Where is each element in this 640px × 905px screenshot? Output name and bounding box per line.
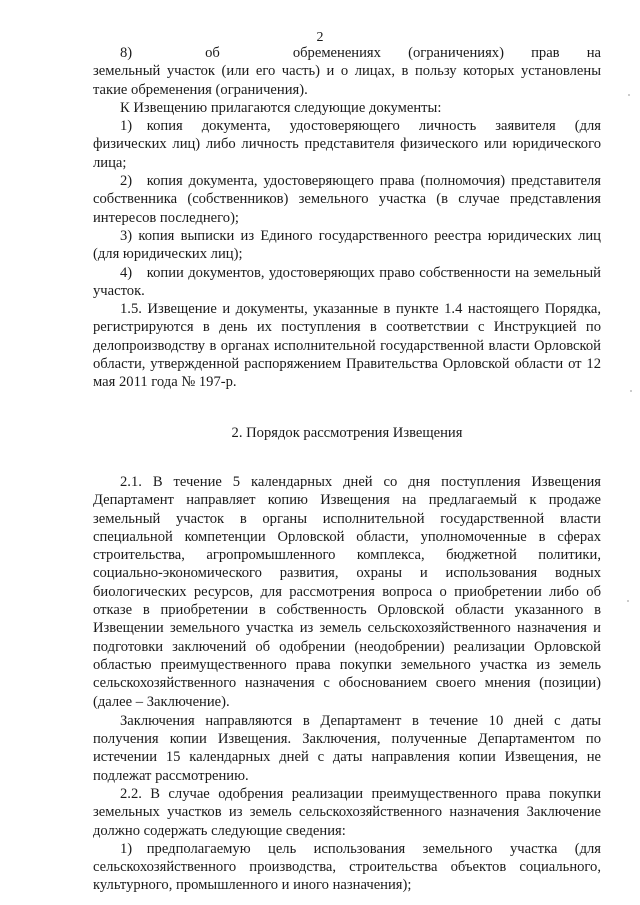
attachment-item-3: 3) копия выписки из Единого государственного реестра юридических лиц (для юридических лиц); <box>93 227 601 263</box>
paragraph-2-1: 2.1. В течение 5 календарных дней со дня поступления Извещения Департамент направляет копию Извещения на предлагаемый к продаже земельный участок в органы исполнительной государственной власти специальной компетенции Орловской области, уполномоченные в сферах строительства, агропромышленного комплекса, бюджетной политики, социально-экономического развития, охраны и использования водных биологических ресурсов, для рассмотрения вопроса о приобретении либо об отказе в приобретении в собственность Орловской области указанного в Извещении земельного участка из земель сельскохозяйственного назначения и подготовки заключений об одобрении (неодобрении) реализации Орловской областью преимущественного права покупки земельного участка из земель сельскохозяйственного назначения с обоснованием своего мнения (позиции) (далее – Заключение). <box>93 473 601 710</box>
paragraph-2-2-item-1: 1) предполагаемую цель использования земельного участка (для сельскохозяйственного производства, строительства объектов социального, культурного, промышленного и иного назначения); <box>93 840 601 894</box>
attachment-item-4: 4) копии документов, удостоверяющих право собственности на земельный участок. <box>93 264 601 299</box>
item-8-paragraph: 8) об обременениях (ограничениях) прав на земельный участок (или его часть) и о лицах, в пользу которых установлены такие обременения (ограничения). <box>93 45 601 98</box>
scan-speck <box>627 600 629 602</box>
paragraph-1-5: 1.5. Извещение и документы, указанные в пункте 1.4 настоящего Порядка, регистрируются в день их поступления в соответствии с Инструкцией по делопроизводству в органах исполнительной государственной власти Орловской области, утвержденной распоряжением Правительства Орловской области от 12 мая 2011 года № 197-р. <box>93 301 601 391</box>
paragraph-2-2: 2.2. В случае одобрения реализации преимущественного права покупки земельных участков из земель сельскохозяйственного назначения Заключение должно содержать следующие сведения: <box>93 785 601 839</box>
attachments-intro: К Извещению прилагаются следующие документы: <box>120 99 442 116</box>
scan-speck <box>628 94 630 96</box>
page-number: 2 <box>316 30 324 45</box>
scan-speck <box>630 390 632 392</box>
paragraph-conclusions: Заключения направляются в Департамент в течение 10 дней с даты получения копии Извещения. Заключения, полученные Департаментом по истечении 15 календарных дней с даты направления копии Извещения, не подлежат рассмотрению. <box>93 712 601 784</box>
document-body <box>93 44 601 895</box>
attachment-item-1: 1) копия документа, удостоверяющего личность заявителя (для физических лиц) либо личность представителя физического или юридического лица; <box>93 118 601 171</box>
section-2-heading: 2. Порядок рассмотрения Извещения <box>231 424 463 441</box>
attachment-item-2: 2) копия документа, удостоверяющего права (полномочия) представителя собственника (собственников) земельного участка (в случае представления интересов последнего); <box>93 173 601 226</box>
